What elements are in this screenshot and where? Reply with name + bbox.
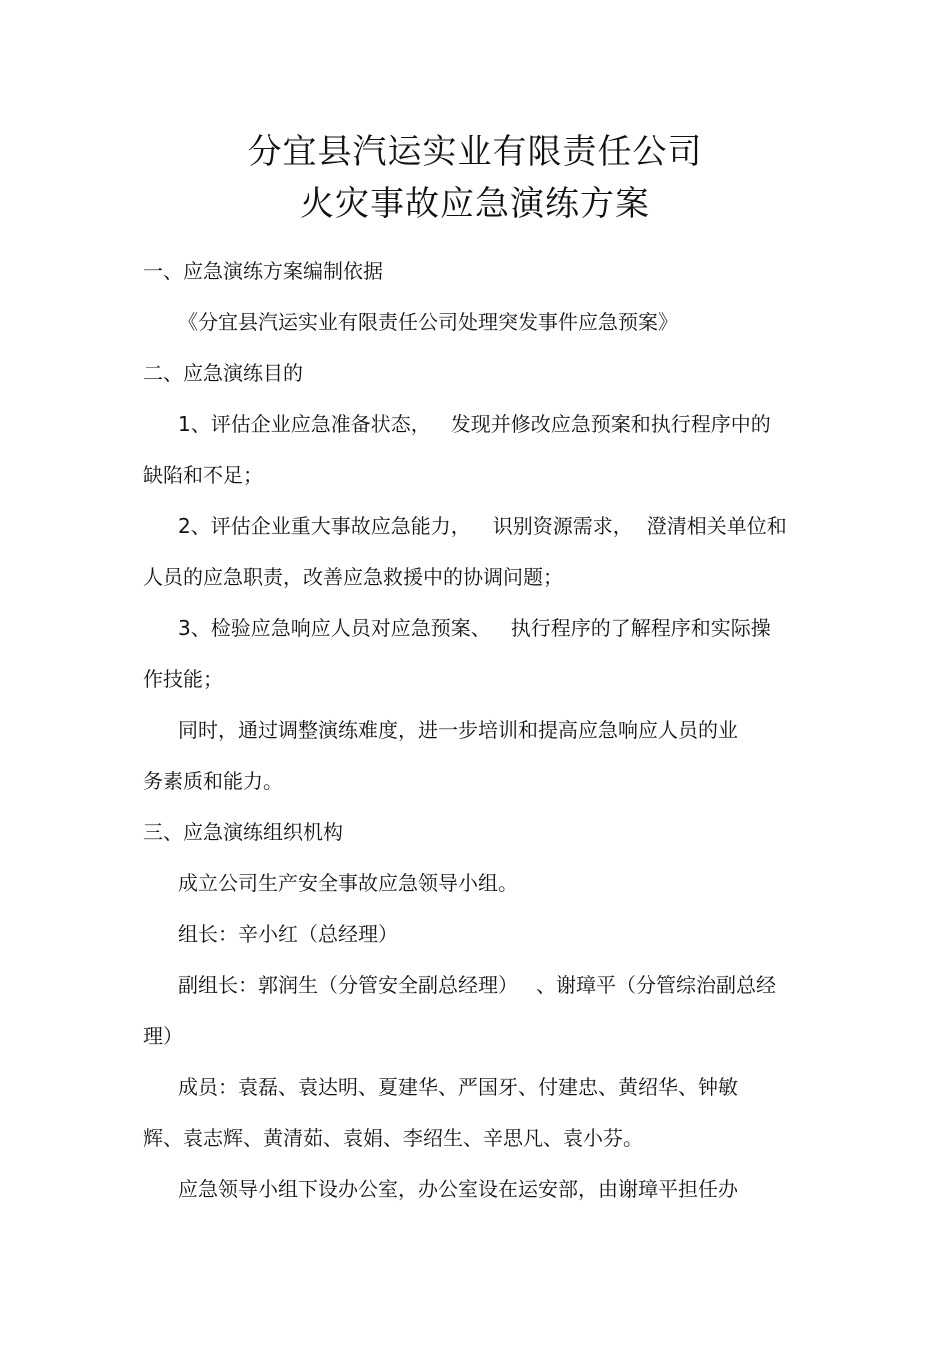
paragraph-text: 副组长：郭润生（分管安全副总经理） [178,973,518,997]
section2-paragraph1-line2: 缺陷和不足； [143,463,263,487]
section3-deputy-line2: 理） [143,1024,183,1048]
section1-heading: 一、应急演练方案编制依据 [143,259,383,283]
section1-basis: 《分宜县汽运实业有限责任公司处理突发事件应急预案》 [178,310,678,334]
section2-paragraph4-line2: 务素质和能力。 [143,769,283,793]
section3-deputy-line1 [178,975,776,995]
section2-paragraph1-line1 [178,414,771,434]
paragraph-text: 1、评估企业应急准备状态， [178,412,431,436]
section3-leader: 组长：辛小红（总经理） [178,922,398,946]
section3-members-line2: 辉、袁志辉、黄清茹、袁娟、李绍生、辛思凡、袁小芬。 [143,1126,643,1150]
section3-members-line1: 成员：袁磊、袁达明、夏建华、严国牙、付建忠、黄绍华、钟敏 [178,1075,738,1099]
section2-paragraph3-line1 [178,618,771,638]
section2-paragraph3-line2: 作技能； [143,667,223,691]
paragraph-text: 执行程序的了解程序和实际操 [510,616,771,640]
section2-paragraph4-line1: 同时，通过调整演练难度，进一步培训和提高应急响应人员的业 [178,718,738,742]
section3-office-line1: 应急领导小组下设办公室，办公室设在运安部，由谢璋平担任办 [178,1177,738,1201]
paragraph-text: 、谢璋平（分管综治副总经 [536,973,776,997]
section2-heading: 二、应急演练目的 [143,361,303,385]
document-title-line1: 分宜县汽运实业有限责任公司 [247,132,703,172]
paragraph-text: 2、评估企业重大事故应急能力， [178,514,471,538]
section3-paragraph1: 成立公司生产安全事故应急领导小组。 [178,871,518,895]
section2-paragraph2-line2: 人员的应急职责，改善应急救援中的协调问题； [143,565,563,589]
document-title-line2: 火灾事故应急演练方案 [300,184,650,224]
paragraph-text: 发现并修改应急预案和执行程序中的 [450,412,771,436]
paragraph-text: 3、检验应急响应人员对应急预案、 [178,616,491,640]
paragraph-text: 澄清相关单位和 [646,514,787,538]
section3-heading: 三、应急演练组织机构 [143,820,343,844]
section2-paragraph2-line1 [178,516,787,536]
paragraph-text: 识别资源需求， [492,514,633,538]
